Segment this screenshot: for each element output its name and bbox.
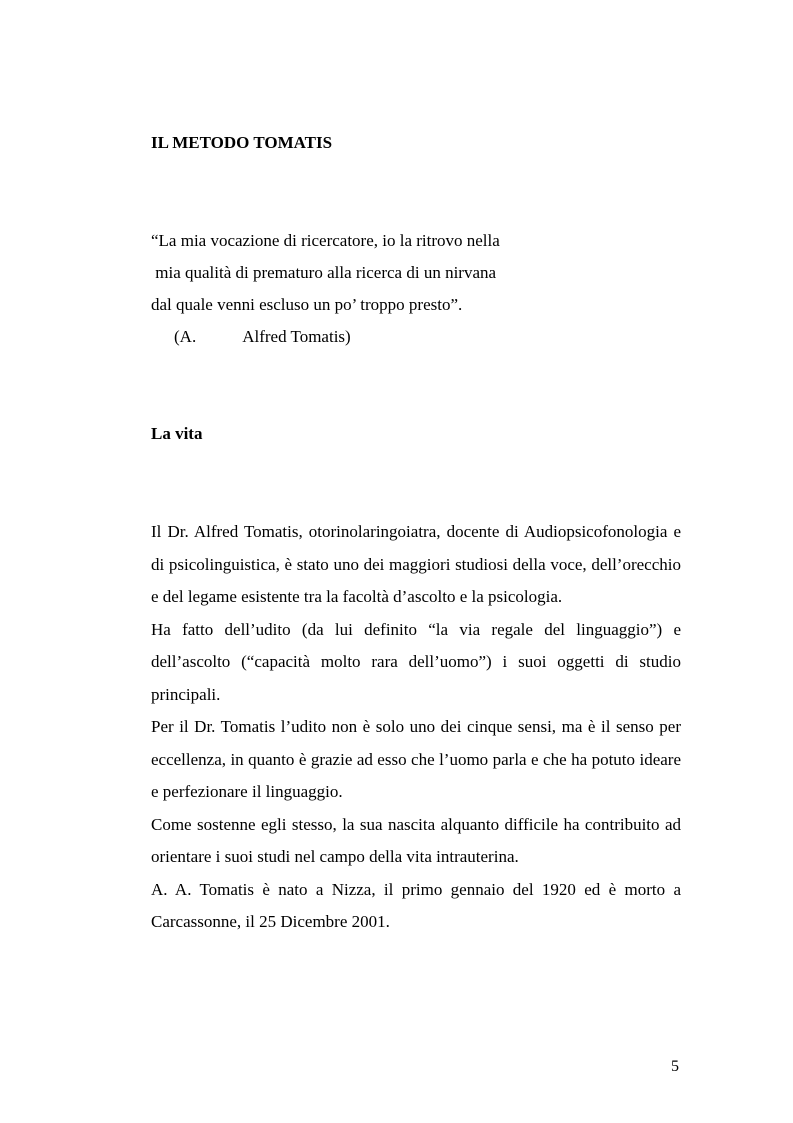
section-heading: La vita — [151, 424, 203, 443]
quote-attribution — [151, 325, 571, 357]
attribution-prefix: (A. — [174, 327, 197, 346]
quote-line: “La mia vocazione di ricercatore, io la ritrovo nella — [151, 231, 500, 250]
page-title: IL METODO TOMATIS — [151, 133, 333, 152]
quote-line: dal quale venni escluso un po’ troppo presto”. — [151, 295, 463, 314]
page-number: 5 — [671, 1058, 679, 1075]
attribution-name: Alfred Tomatis) — [242, 327, 351, 346]
epigraph-quote — [151, 229, 571, 357]
paragraph: Ha fatto dell’udito (da lui definito “la via regale del linguaggio”) e dell’ascolto (“capacità molto rara dell’uomo”) i suoi oggetti di studio principali. — [151, 619, 681, 704]
quote-line: mia qualità di prematuro alla ricerca di un nirvana — [151, 263, 497, 282]
paragraph: Il Dr. Alfred Tomatis, otorinolaringoiatra, docente di Audiopsicofonologia e di psicolinguistica, è stato uno dei maggiori studiosi della voce, dell’orecchio e del legame esistente tra la facoltà d’ascolto e la psicologia. — [151, 522, 681, 606]
body-text — [151, 516, 681, 939]
paragraph: A. A. Tomatis è nato a Nizza, il primo gennaio del 1920 ed è morto a Carcassonne, il 25 Dicembre 2001. — [151, 879, 681, 931]
paragraph: Per il Dr. Tomatis l’udito non è solo uno dei cinque sensi, ma è il senso per eccellenza, in quanto è grazie ad esso che l’uomo parla e che ha potuto ideare e perfezionare il linguaggio. — [151, 717, 681, 801]
paragraph: Come sostenne egli stesso, la sua nascita alquanto difficile ha contribuito ad orientare i suoi studi nel campo della vita intrauterina. — [151, 814, 681, 866]
